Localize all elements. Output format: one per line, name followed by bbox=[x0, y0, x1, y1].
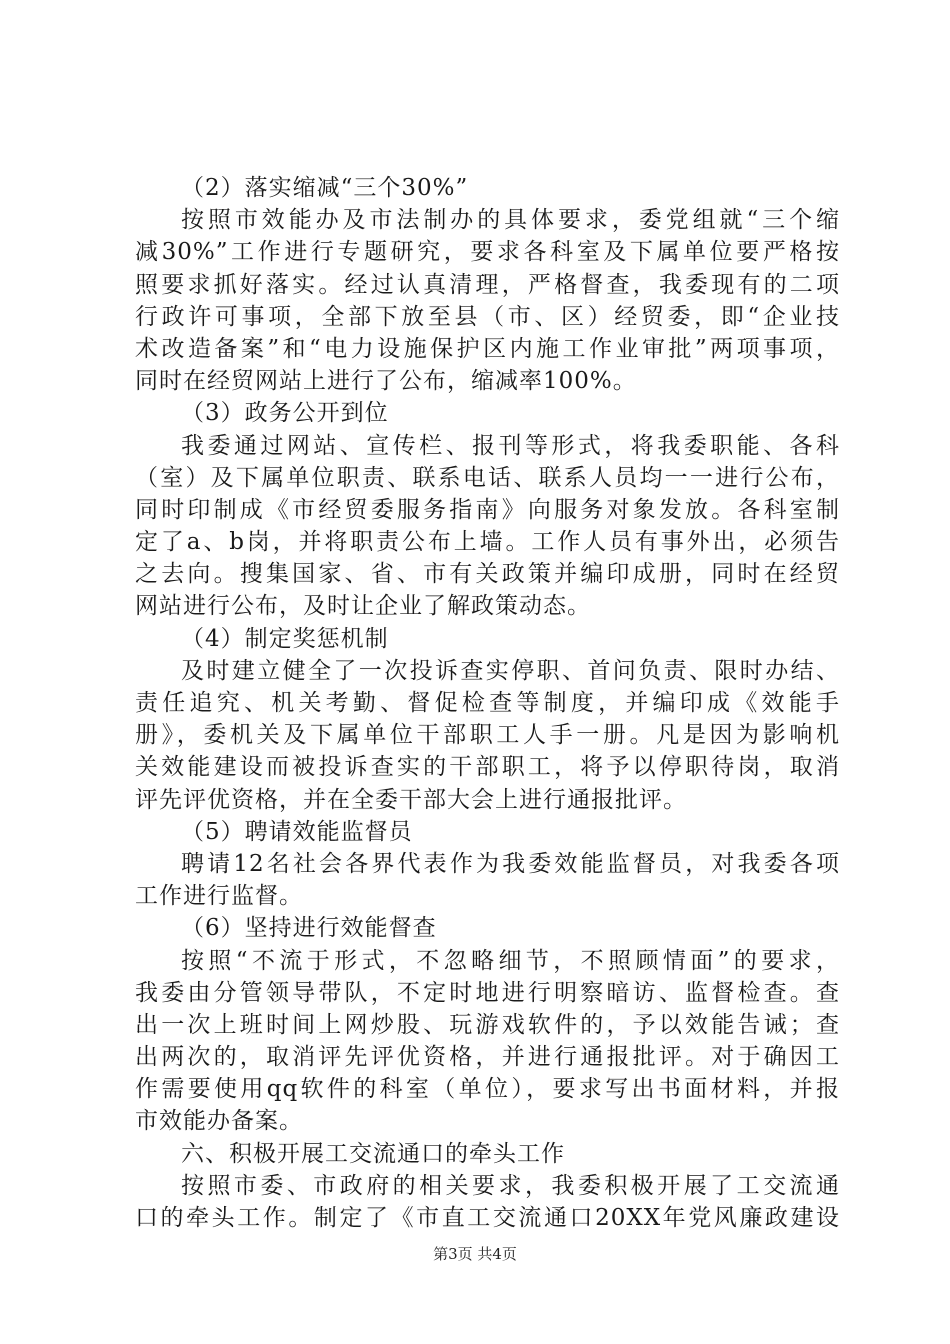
paragraph-line: 行政许可事项，全部下放至县（市、区）经贸委，即“企业技 bbox=[135, 303, 840, 330]
section-heading: （3）政务公开到位 bbox=[181, 400, 389, 427]
paragraph-line: 之去向。搜集国家、省、市有关政策并编印成册，同时在经贸 bbox=[135, 561, 840, 588]
paragraph-line: 市效能办备案。 bbox=[135, 1108, 303, 1135]
section-heading: （6）坚持进行效能督查 bbox=[181, 915, 437, 942]
paragraph-line: 按照市效能办及市法制办的具体要求，委党组就“三个缩 bbox=[181, 207, 840, 234]
paragraph-line: 口的牵头工作。制定了《市直工交流通口20XX年党风廉政建设 bbox=[135, 1205, 840, 1231]
paragraph-line: 同时在经贸网站上进行了公布，缩减率100%。 bbox=[135, 368, 637, 395]
paragraph-line: 我委通过网站、宣传栏、报刊等形式，将我委职能、各科 bbox=[181, 432, 840, 459]
section-heading: （4）制定奖惩机制 bbox=[181, 625, 389, 652]
paragraph-line: 出一次上班时间上网炒股、玩游戏软件的，予以效能告诫；查 bbox=[135, 1011, 840, 1038]
paragraph-line: 聘请12名社会各界代表作为我委效能监督员，对我委各项 bbox=[181, 850, 840, 877]
paragraph-line: 照要求抓好落实。经过认真清理，严格督查，我委现有的二项 bbox=[135, 271, 840, 298]
document-body bbox=[135, 172, 840, 1234]
paragraph-line: 同时印制成《市经贸委服务指南》向服务对象发放。各科室制 bbox=[135, 496, 840, 523]
section-heading: 六、积极开展工交流通口的牵头工作 bbox=[181, 1140, 565, 1167]
paragraph-line: 工作进行监督。 bbox=[135, 883, 303, 910]
paragraph-line: 按照“不流于形式，不忽略细节，不照顾情面”的要求， bbox=[181, 947, 840, 974]
paragraph-line: 作需要使用qq软件的科室（单位），要求写出书面材料，并报 bbox=[135, 1076, 840, 1103]
paragraph-line: 减30%”工作进行专题研究，要求各科室及下属单位要严格按 bbox=[135, 239, 840, 266]
section-heading: （2）落实缩减“三个30%” bbox=[181, 175, 469, 201]
paragraph-line: 出两次的，取消评先评优资格，并进行通报批评。对于确因工 bbox=[135, 1044, 840, 1071]
paragraph-line: 关效能建设而被投诉查实的干部职工，将予以停职待岗，取消 bbox=[135, 754, 840, 781]
paragraph-line: 评先评优资格，并在全委干部大会上进行通报批评。 bbox=[135, 786, 687, 813]
paragraph-line: 及时建立健全了一次投诉查实停职、首问负责、限时办结、 bbox=[181, 657, 840, 684]
section-heading: （5）聘请效能监督员 bbox=[181, 818, 413, 845]
paragraph-line: 定了a、b岗，并将职责公布上墙。工作人员有事外出，必须告 bbox=[135, 529, 840, 556]
paragraph-line: 术改造备案”和“电力设施保护区内施工作业审批”两项事项， bbox=[135, 335, 840, 362]
paragraph-line: 网站进行公布，及时让企业了解政策动态。 bbox=[135, 593, 591, 620]
paragraph-line: 责任追究、机关考勤、督促检查等制度，并编印成《效能手 bbox=[135, 690, 840, 716]
page-footer: 第3页 共4页 bbox=[433, 1245, 517, 1263]
paragraph-line: 我委由分管领导带队，不定时地进行明察暗访、监督检查。查 bbox=[135, 979, 840, 1006]
paragraph-line: （室）及下属单位职责、联系电话、联系人员均一一进行公布， bbox=[135, 464, 840, 491]
paragraph-line: 按照市委、市政府的相关要求，我委积极开展了工交流通 bbox=[181, 1172, 840, 1199]
paragraph-line: 册》，委机关及下属单位干部职工人手一册。凡是因为影响机 bbox=[135, 722, 840, 749]
